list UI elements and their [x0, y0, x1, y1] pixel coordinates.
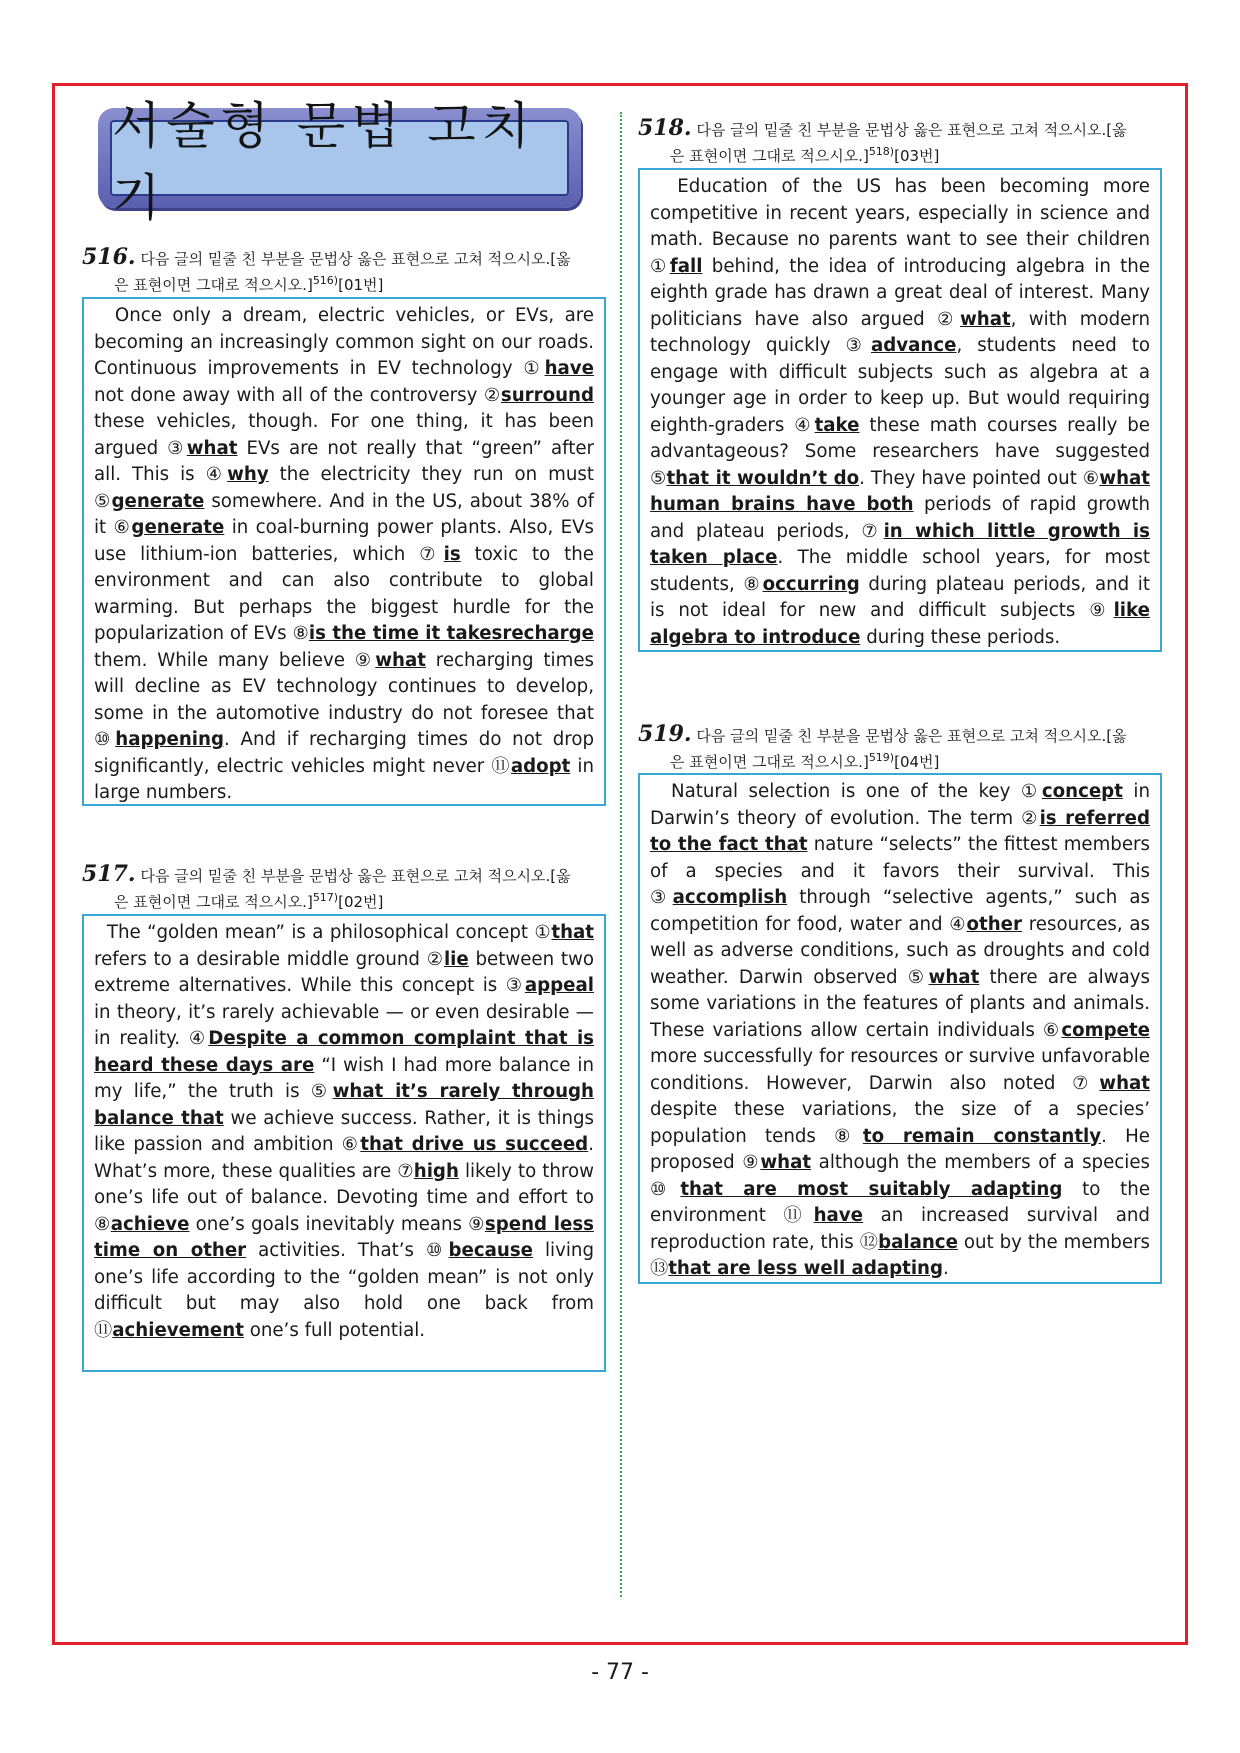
- passage-text: . What’s more, these qualities are ⑦: [94, 1134, 594, 1182]
- underlined-answer: balance: [878, 1231, 958, 1253]
- passage-text: . He proposed ⑨: [650, 1125, 1150, 1173]
- question-header-517: [82, 863, 612, 913]
- underlined-answer: have: [544, 358, 594, 379]
- question-number: 516.: [82, 244, 136, 270]
- instruction-line-2: [638, 747, 1168, 773]
- underlined-answer: surround: [500, 384, 594, 406]
- passage-text: one’s full potential.: [243, 1319, 426, 1341]
- passage-text: somewhere. And in the US, about 38% of it ⑥: [94, 490, 594, 538]
- question-number: 518.: [638, 115, 692, 141]
- title-badge: [98, 97, 581, 227]
- passage-519: [638, 773, 1162, 1284]
- passage-text: EVs are not really that “green” after all. This is ④: [94, 437, 594, 485]
- underlined-answer: accomplish: [672, 887, 788, 908]
- passage-text: Natural selection is one of the key ①: [650, 781, 1042, 802]
- underlined-answer: happening: [115, 729, 225, 750]
- underlined-answer: other: [966, 913, 1022, 935]
- underlined-answer: is the time it takesrecharge: [308, 623, 594, 644]
- instruction-line-1: 다음 글의 밑줄 친 부분을 문법상 옳은 표현으로 고쳐 적으시오.[옳: [140, 867, 571, 885]
- instruction-text: 은 표현이면 그대로 적으시오.]: [670, 753, 869, 771]
- underlined-answer: why: [227, 464, 269, 485]
- passage-518: [638, 168, 1162, 652]
- passage-text: more successfully for resources or survive unfavorable conditions. However, Darwin also noted ⑦: [650, 1046, 1150, 1094]
- passage-text: activities. That’s ⑩: [246, 1240, 449, 1261]
- page-number: - 77 -: [591, 1660, 649, 1685]
- passage-text: there are always some variations in the features of plants and animals. These variations allow certain individuals ⑥: [650, 966, 1150, 1041]
- passage-text: in Darwin’s theory of evolution. The term ②: [650, 781, 1150, 829]
- footnote-ref: 518): [868, 145, 895, 158]
- passage-text: . The middle school years, for most students, ⑧: [650, 547, 1150, 595]
- passage-text: we achieve success. Rather, it is things like passion and ambition ⑥: [94, 1107, 594, 1155]
- underlined-answer: spend less time on other: [94, 1213, 594, 1261]
- underlined-answer: is: [443, 543, 461, 565]
- passage-text: them. While many believe ⑨: [94, 649, 376, 671]
- passage-text: behind, the idea of introducing algebra in the eighth grade has drawn a great deal of interest. Many politicians have also argued ②: [650, 255, 1150, 330]
- instruction-line-2: [638, 141, 1168, 167]
- instruction-line-2: [82, 887, 612, 913]
- passage-text: “I wish I had more balance in my life,” the truth is ⑤: [94, 1054, 594, 1102]
- instruction-line-1: 다음 글의 밑줄 친 부분을 문법상 옳은 표현으로 고쳐 적으시오.[옳: [696, 121, 1127, 139]
- passage-text: through “selective agents,” such as competition for food, water and ④: [650, 887, 1151, 935]
- underlined-answer: fall: [669, 255, 703, 277]
- underlined-answer: achievement: [112, 1319, 244, 1341]
- question-code: [04번]: [894, 753, 940, 771]
- passage-text: the electricity they run on must ⑤: [94, 464, 594, 512]
- underlined-answer: what: [375, 649, 426, 671]
- underlined-answer: generate: [111, 490, 205, 512]
- passage-text: these math courses really be advantageous? Some researchers have suggested ⑤: [650, 414, 1151, 489]
- question-code: [01번]: [338, 276, 384, 294]
- passage-text: one’s goals inevitably means ⑨: [189, 1213, 485, 1235]
- instruction-line-2: [82, 270, 612, 296]
- passage-text: to the environment ⑪: [650, 1178, 1151, 1226]
- underlined-answer: to remain constantly: [862, 1125, 1102, 1147]
- underlined-answer: advance: [871, 335, 957, 356]
- passage-text: Education of the US has been becoming more competitive in recent years, especially in science and math. Because no parents want to see their children ①: [650, 176, 1150, 277]
- instruction-text: 은 표현이면 그대로 적으시오.]: [114, 276, 313, 294]
- instruction-line-1: 다음 글의 밑줄 친 부분을 문법상 옳은 표현으로 고쳐 적으시오.[옳: [696, 727, 1127, 745]
- passage-text: an increased survival and reproduction rate, this ⑫: [650, 1205, 1150, 1253]
- passage-text: during plateau periods, and it is not ideal for new and difficult subjects ⑨: [650, 573, 1150, 621]
- underlined-answer: what: [186, 437, 238, 459]
- underlined-answer: compete: [1061, 1019, 1150, 1041]
- question-header-518: [638, 117, 1168, 167]
- passage-text: although the members of a species ⑩: [650, 1152, 1150, 1200]
- underlined-answer: concept: [1041, 781, 1123, 802]
- question-code: [03번]: [894, 147, 940, 165]
- passage-text: not done away with all of the controversy ②: [94, 384, 501, 406]
- underlined-answer: take: [814, 414, 860, 436]
- question-header-516: [82, 246, 612, 296]
- underlined-answer: because: [448, 1240, 534, 1261]
- passage-text: periods of rapid growth and plateau periods, ⑦: [650, 494, 1150, 542]
- underlined-answer: that are most suitably adapting: [680, 1178, 1063, 1200]
- passage-text: out by the members ⑬: [650, 1231, 1150, 1279]
- passage-517: [82, 914, 606, 1372]
- underlined-answer: what: [760, 1152, 812, 1173]
- question-number: 517.: [82, 861, 136, 887]
- underlined-answer: occurring: [762, 573, 860, 595]
- footnote-ref: 519): [868, 751, 895, 764]
- passage-text: , with modern technology quickly ③: [650, 308, 1150, 356]
- underlined-answer: that are less well adapting: [668, 1258, 944, 1279]
- question-number: 519.: [638, 721, 692, 747]
- underlined-answer: is referred to the fact that: [650, 807, 1150, 855]
- underlined-answer: have: [813, 1205, 863, 1226]
- passage-text: in coal-burning power plants. Also, EVs use lithium-ion batteries, which ⑦: [94, 517, 594, 565]
- underlined-answer: in which little growth is taken place: [650, 520, 1150, 568]
- page-title: 서술형 문법 고치기: [112, 97, 536, 227]
- underlined-answer: that it wouldn’t do: [666, 467, 860, 489]
- passage-text: in theory, it’s rarely achievable — or even desirable — in reality. ④: [94, 1001, 594, 1049]
- underlined-answer: what: [959, 308, 1011, 330]
- passage-text: nature “selects” the fittest members of a species and it favors their survival. This ③: [650, 834, 1150, 908]
- underlined-answer: what it’s rarely through balance that: [94, 1081, 594, 1129]
- passage-text: The “golden mean” is a philosophical concept ①: [94, 922, 552, 943]
- footnote-ref: 516): [312, 274, 339, 287]
- passage-text: Once only a dream, electric vehicles, or EVs, are becoming an increasingly common sight on our roads. Continuous improvements in EV technology ①: [94, 305, 594, 379]
- passage-516: [82, 297, 606, 806]
- underlined-answer: adopt: [510, 755, 571, 777]
- passage-text: , students need to engage with difficult subjects such as algebra at a younger age in order to keep up. But would requiring eighth-graders ④: [650, 335, 1150, 436]
- underlined-answer: what human brains have both: [650, 467, 1150, 515]
- passage-text: resources, as well as adverse conditions, such as droughts and cold weather. Darwin observed ⑤: [650, 913, 1151, 988]
- underlined-answer: appeal: [524, 975, 594, 996]
- underlined-answer: Despite a common complaint that is heard these days are: [94, 1028, 595, 1076]
- underlined-answer: that drive us succeed: [360, 1134, 589, 1155]
- underlined-answer: high: [413, 1160, 459, 1182]
- underlined-answer: generate: [131, 517, 225, 538]
- passage-text: toxic to the environment and can also contribute to global warming. But perhaps the biggest hurdle for the popularization of EVs ⑧: [94, 543, 594, 644]
- title-inner: [110, 97, 569, 227]
- question-code: [02번]: [338, 893, 384, 911]
- passage-text: despite these variations, the size of a species’ population tends ⑧: [650, 1099, 1150, 1147]
- underlined-answer: what: [1099, 1072, 1150, 1094]
- column-divider: [620, 112, 622, 1597]
- underlined-answer: achieve: [110, 1213, 190, 1235]
- passage-text: . And if recharging times do not drop significantly, electric vehicles might never ⑪: [94, 729, 594, 777]
- instruction-text: 은 표현이면 그대로 적으시오.]: [114, 893, 313, 911]
- passage-text: these vehicles, though. For one thing, it has been argued ③: [94, 411, 594, 459]
- question-header-519: [638, 723, 1168, 773]
- underlined-answer: like algebra to introduce: [650, 600, 1150, 648]
- passage-text: in large numbers.: [94, 755, 594, 803]
- footnote-ref: 517): [312, 891, 339, 904]
- passage-text: between two extreme alternatives. While this concept is ③: [94, 948, 594, 996]
- instruction-text: 은 표현이면 그대로 적으시오.]: [670, 147, 869, 165]
- passage-text: refers to a desirable middle ground ②: [94, 948, 444, 970]
- underlined-answer: what: [928, 966, 980, 988]
- instruction-line-1: 다음 글의 밑줄 친 부분을 문법상 옳은 표현으로 고쳐 적으시오.[옳: [140, 250, 571, 268]
- passage-text: likely to throw one’s life out of balance. Devoting time and effort to ⑧: [94, 1160, 594, 1235]
- underlined-answer: that: [551, 922, 594, 943]
- passage-text: during these periods.: [860, 626, 1061, 648]
- passage-text: living one’s life according to the “golden mean” is not only difficult but may also hold one back from ⑪: [94, 1240, 594, 1341]
- passage-text: recharging times will decline as EV technology continues to develop, some in the automotive industry do not foresee that ⑩: [94, 649, 594, 750]
- passage-text: .: [943, 1258, 949, 1279]
- passage-text: . They have pointed out ⑥: [859, 467, 1100, 489]
- underlined-answer: lie: [443, 948, 469, 970]
